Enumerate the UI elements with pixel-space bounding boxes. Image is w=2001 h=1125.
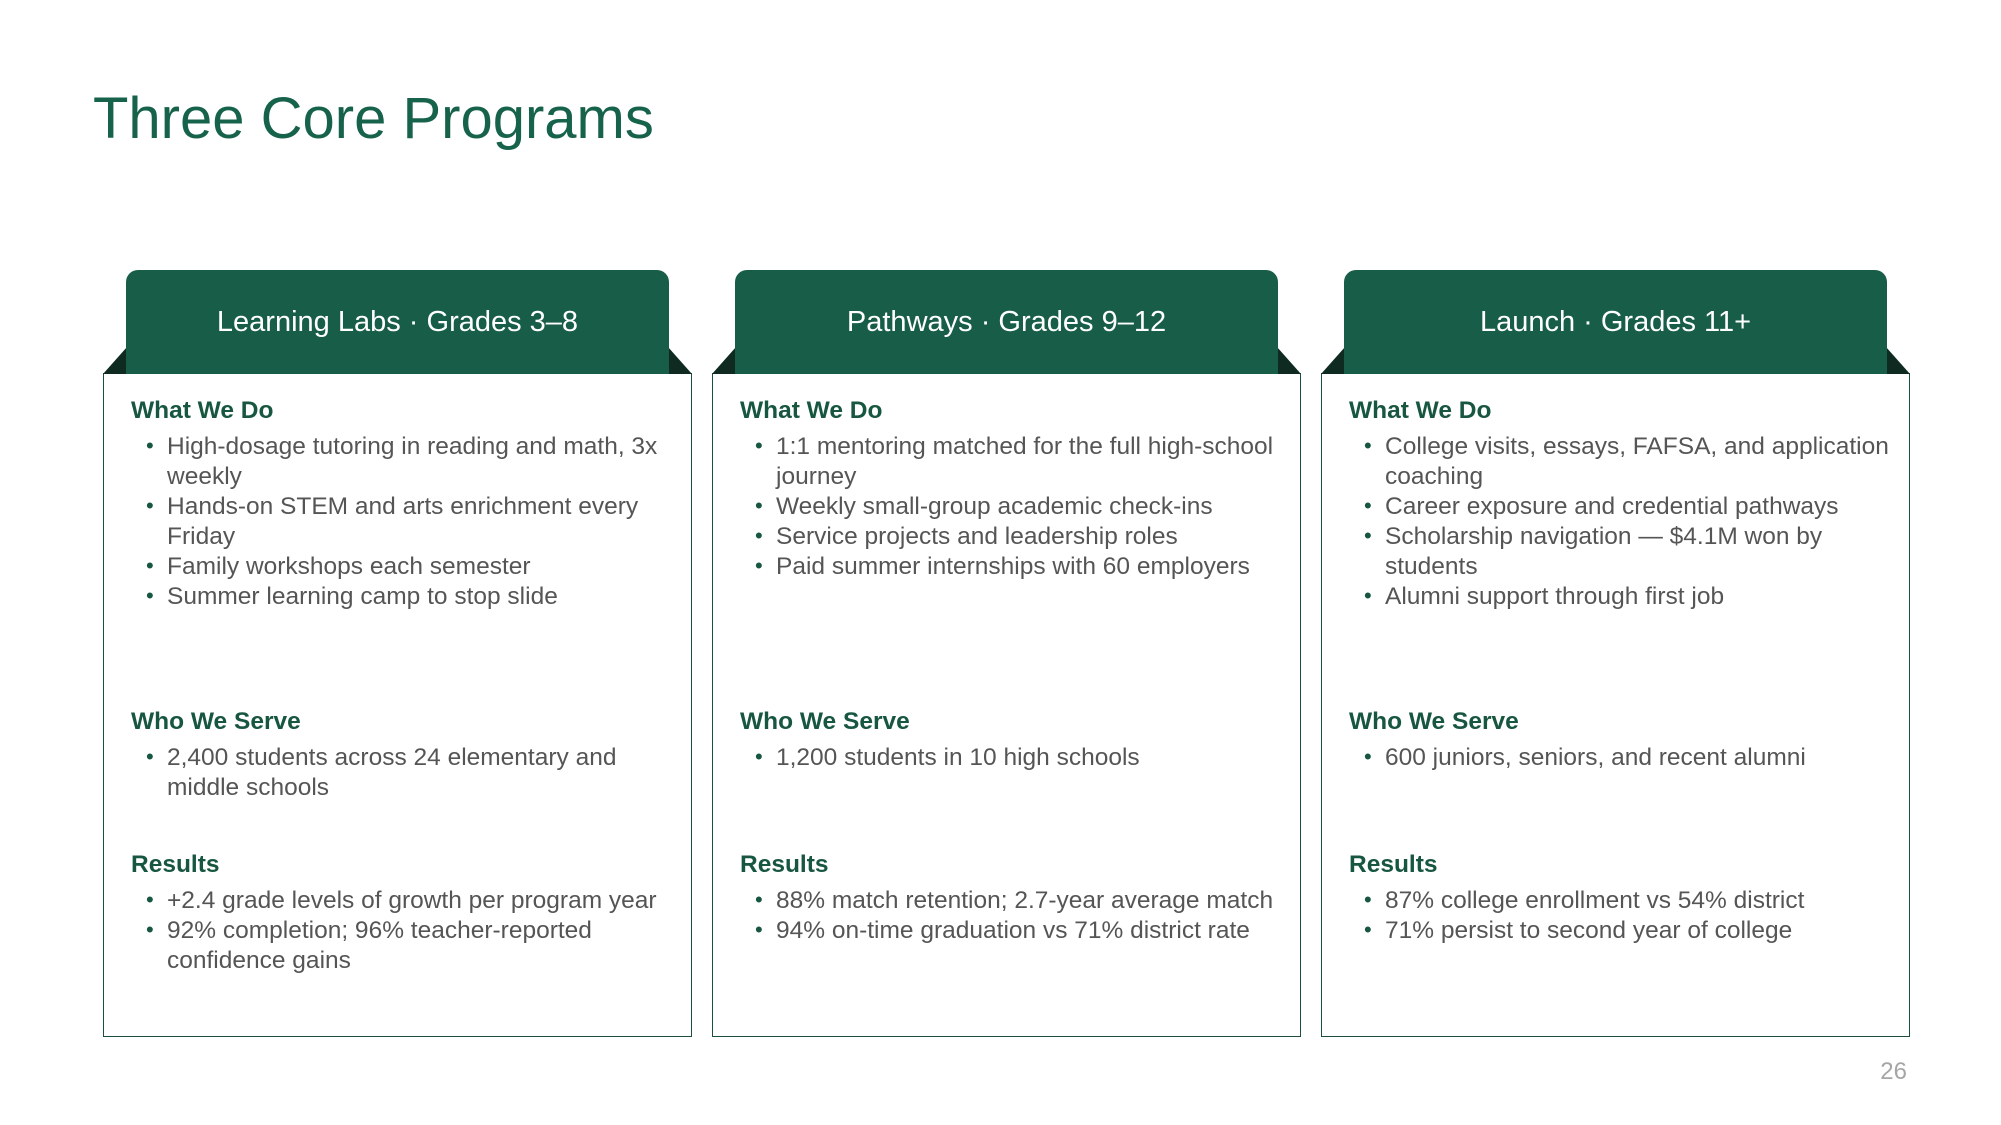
list-item: • 71% persist to second year of college [1385,916,1896,946]
slide-title: Three Core Programs [93,86,654,151]
results-section [740,850,1287,946]
list-item: • 87% college enrollment vs 54% district [1385,886,1896,916]
list-item: • College visits, essays, FAFSA, and application coaching [1385,432,1896,492]
tab-fold-left [1321,347,1345,374]
list-item: • Career exposure and credential pathways [1385,492,1896,522]
program-card-learning-labs [103,270,692,1037]
bullet-list [1349,432,1896,612]
list-item: • 1:1 mentoring matched for the full high-school journey [776,432,1287,492]
section-heading: Results [1349,851,1438,878]
page-number: 26 [1880,1058,1907,1085]
bullet-list [1349,743,1896,773]
bullet-list [740,886,1287,946]
bullet-list [740,432,1287,582]
list-item: • 1,200 students in 10 high schools [776,743,1287,773]
section-heading: Who We Serve [740,708,910,735]
tab-fold-right [668,347,692,374]
card-header: Launch · Grades 11+ [1344,270,1887,374]
list-item: • Service projects and leadership roles [776,522,1287,552]
who-we-serve-section [131,707,678,803]
program-card-launch [1321,270,1910,1037]
section-heading: Results [740,851,829,878]
tab-fold-right [1886,347,1910,374]
bullet-list [1349,886,1896,946]
results-section [131,850,678,976]
what-we-do-section [740,396,1287,582]
card-header: Learning Labs · Grades 3–8 [126,270,669,374]
list-item: • 94% on-time graduation vs 71% district rate [776,916,1287,946]
results-section [1349,850,1896,946]
section-heading: What We Do [1349,397,1492,424]
tab-fold-left [712,347,736,374]
bullet-list [131,743,678,803]
list-item: • Family workshops each semester [167,552,678,582]
list-item: • High-dosage tutoring in reading and math, 3x weekly [167,432,678,492]
what-we-do-section [131,396,678,612]
who-we-serve-section [1349,707,1896,773]
list-item: • Alumni support through first job [1385,582,1896,612]
list-item: • Scholarship navigation — $4.1M won by students [1385,522,1896,582]
list-item: • Hands-on STEM and arts enrichment every Friday [167,492,678,552]
list-item: • 2,400 students across 24 elementary and middle schools [167,743,678,803]
what-we-do-section [1349,396,1896,612]
program-card-pathways [712,270,1301,1037]
tab-fold-left [103,347,127,374]
list-item: • Weekly small-group academic check-ins [776,492,1287,522]
who-we-serve-section [740,707,1287,773]
card-header: Pathways · Grades 9–12 [735,270,1278,374]
section-heading: What We Do [740,397,883,424]
section-heading: Who We Serve [131,708,301,735]
list-item: • 600 juniors, seniors, and recent alumni [1385,743,1896,773]
section-heading: Who We Serve [1349,708,1519,735]
bullet-list [131,432,678,612]
section-heading: What We Do [131,397,274,424]
list-item: • 92% completion; 96% teacher-reported confidence gains [167,916,678,976]
section-heading: Results [131,851,220,878]
tab-fold-right [1277,347,1301,374]
list-item: • Paid summer internships with 60 employers [776,552,1287,582]
bullet-list [740,743,1287,773]
list-item: • +2.4 grade levels of growth per program year [167,886,678,916]
bullet-list [131,886,678,976]
list-item: • Summer learning camp to stop slide [167,582,678,612]
list-item: • 88% match retention; 2.7-year average match [776,886,1287,916]
